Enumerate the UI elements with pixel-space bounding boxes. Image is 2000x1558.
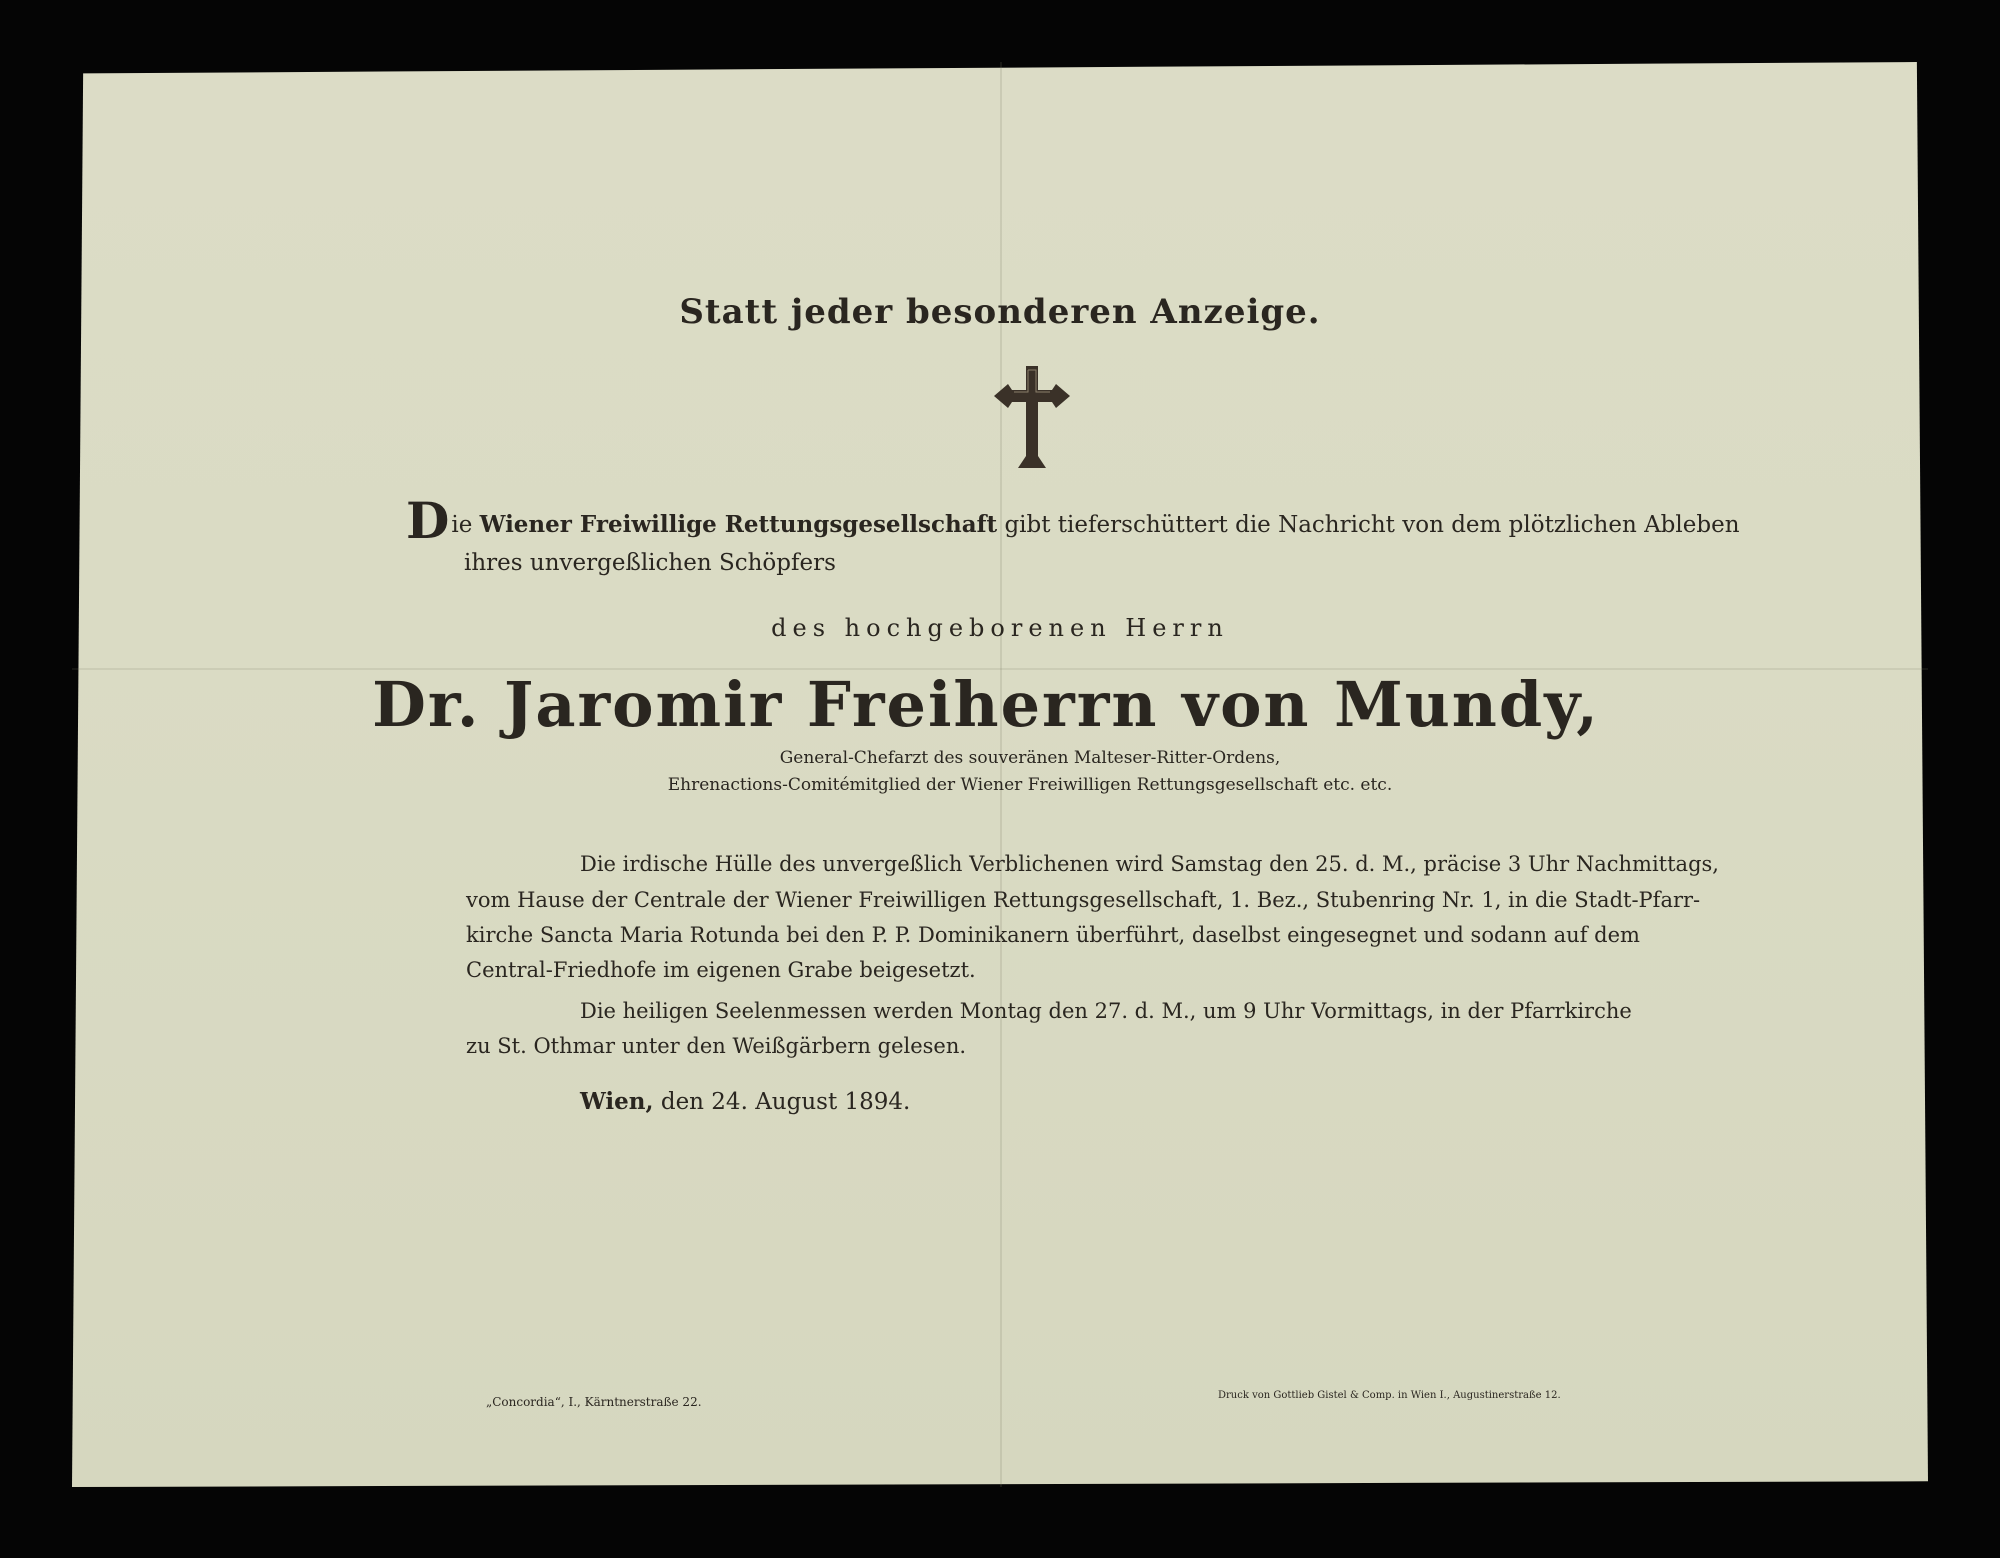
place: Wien, (580, 1088, 654, 1115)
intro-line-2: ihres unvergeßlichen Schöpfers (464, 550, 836, 576)
dropcap: D (406, 491, 450, 550)
title-line-2: Ehrenactions-Comitémitglied der Wiener Freiwilligen Rettungsgesellschaft etc. etc. (667, 775, 1393, 795)
paragraph-1-line-3: kirche Sancta Maria Rotunda bei den P. P. Dominikanern überführt, daselbst eingesegnet und sodann auf dem (466, 923, 1640, 947)
date: den 24. August 1894. (653, 1089, 911, 1115)
footer-printer: Druck von Gottlieb Gistel & Comp. in Wien I., Augustinerstraße 12. (1218, 1390, 1561, 1401)
place-date (580, 1088, 910, 1115)
paragraph-2-line-1: Die heiligen Seelenmessen werden Montag den 27. d. M., um 9 Uhr Vormittags, in der Pfarrkirche (580, 999, 1632, 1023)
paragraph-1-line-2: vom Hause der Centrale der Wiener Freiwilligen Rettungsgesellschaft, 1. Bez., Stubenring Nr. 1, in die Stadt-Pfarr- (466, 888, 1701, 912)
intro-lead: ie (451, 512, 480, 538)
intro-line-1 (406, 491, 1740, 550)
paragraph-1-line-1: Die irdische Hülle des unvergeßlich Verblichenen wird Samstag den 25. d. M., präcise 3 Uhr Nachmittags, (580, 852, 1719, 876)
paragraph-1-line-4: Central-Friedhofe im eigenen Grabe beigesetzt. (466, 958, 976, 982)
paragraph-2-line-2: zu St. Othmar unter den Weißgärbern gelesen. (466, 1034, 967, 1058)
intro-rest: gibt tieferschüttert die Nachricht von dem plötzlichen Ableben (997, 512, 1740, 538)
deceased-name: Dr. Jaromir Freiherrn von Mundy, (372, 668, 1600, 741)
cross-icon (992, 364, 1072, 472)
notice-heading: Statt jeder besonderen Anzeige. (679, 292, 1321, 332)
footer-publisher: „Concordia“, I., Kärntnerstraße 22. (486, 1395, 702, 1409)
organization-name: Wiener Freiwillige Rettungsgesellschaft (479, 511, 998, 538)
honorific: des hochgeborenen Herrn (771, 614, 1229, 642)
title-line-1: General-Chefarzt des souveränen Malteser-Ritter-Ordens, (779, 748, 1281, 768)
